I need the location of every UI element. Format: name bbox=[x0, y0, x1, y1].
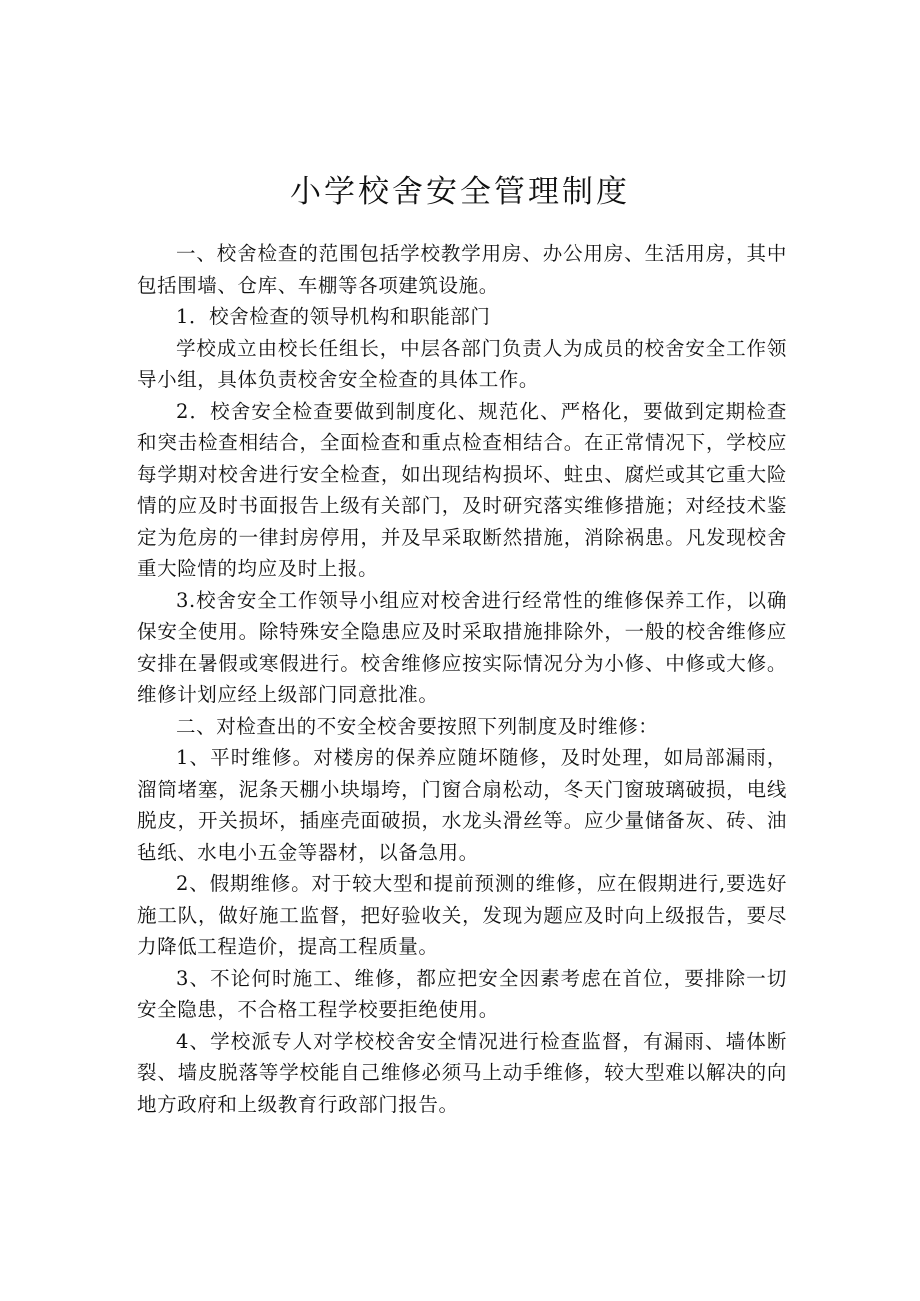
paragraph-maintenance-work: 3.校舍安全工作领导小组应对校舍进行经常性的维修保养工作，以确保安全使用。除特殊安全隐患应及时采取措施排除外，一般的校舍维修应安排在暑假或寒假进行。校舍维修应按实际情况分为小修、中修或大修。维修计划应经上级部门同意批准。 bbox=[137, 588, 787, 706]
paragraph-safety-first: 3、不论何时施工、维修，都应把安全因素考虑在首位，要排除一切安全隐患，不合格工程学校要拒绝使用。 bbox=[137, 966, 787, 1021]
paragraph-inspection-rules: 2．校舍安全检查要做到制度化、规范化、严格化，要做到定期检查和突击检查相结合，全面检查和重点检查相结合。在正常情况下，学校应每学期对校舍进行安全检查，如出现结构损坏、蛀虫、腐烂或其它重大险情的应及时书面报告上级有关部门，及时研究落实维修措施；对经技术鉴定为危房的一律封房停用，并及早采取断然措施，消除祸患。凡发现校舍重大险情的均应及时上报。 bbox=[137, 399, 787, 580]
paragraph-scope: 一、校舍检查的范围包括学校教学用房、办公用房、生活用房，其中包括围墙、仓库、车棚等各项建筑设施。 bbox=[137, 242, 787, 297]
document-title: 小学校舍安全管理制度 bbox=[290, 174, 630, 210]
paragraph-repair-heading: 二、对检查出的不安全校舍要按照下列制度及时维修： bbox=[176, 714, 659, 738]
paragraph-supervision: 4、学校派专人对学校校舍安全情况进行检查监督，有漏雨、墙体断裂、墙皮脱落等学校能自己维修必须马上动手维修，较大型难以解决的向地方政府和上级教育行政部门报告。 bbox=[137, 1029, 787, 1116]
document-body bbox=[137, 238, 787, 1120]
paragraph-leadership-heading: 1．校舍检查的领导机构和职能部门 bbox=[176, 305, 491, 328]
paragraph-holiday-repair: 2、假期维修。对于较大型和提前预测的维修，应在假期进行,要选好施工队，做好施工监督，把好验收关，发现为题应及时向上级报告，要尽力降低工程造价，提高工程质量。 bbox=[137, 872, 787, 958]
paragraph-routine-repair: 1、平时维修。对楼房的保养应随坏随修，及时处理，如局部漏雨，溜筒堵塞，泥条天棚小块塌垮，门窗合扇松动，冬天门窗玻璃破损，电线脱皮，开关损坏，插座壳面破损，水龙头滑丝等。应少量储备灰、砖、油毡纸、水电小五金等器材，以备急用。 bbox=[137, 746, 787, 864]
paragraph-leadership-group: 学校成立由校长任组长，中层各部门负责人为成员的校舍安全工作领导小组，具体负责校舍安全检查的具体工作。 bbox=[137, 336, 787, 391]
